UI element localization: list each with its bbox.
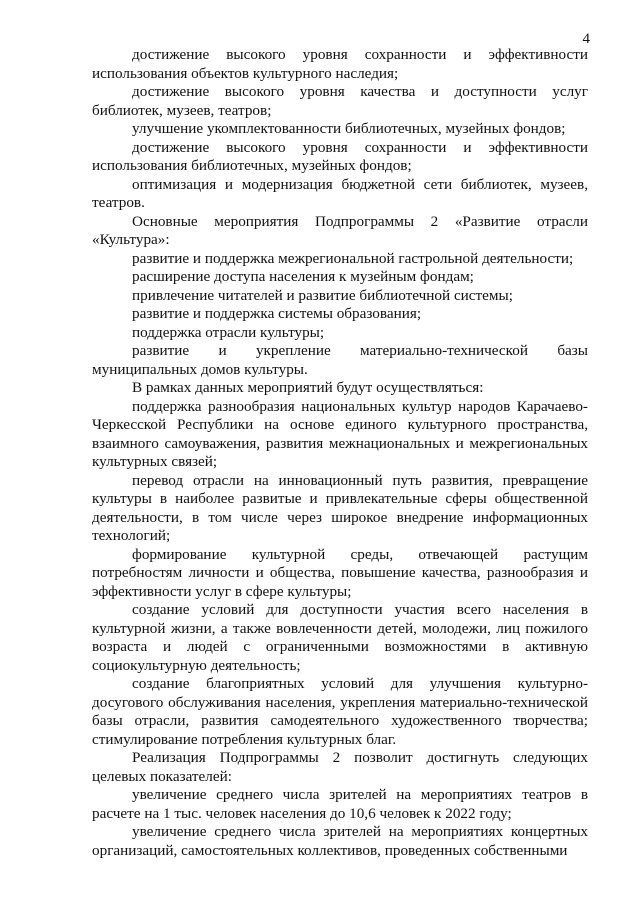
paragraph: развитие и поддержка системы образования; (132, 305, 422, 322)
paragraph: перевод отрасли на инновационный путь развития, превращение культуры в наиболее развитые и привлекательные сферы общественной деятельности, в том числе через широкое внедрение информационных технологий; (92, 471, 588, 544)
page-number: 4 (582, 31, 590, 47)
paragraph: расширение доступа населения к музейным фондам; (132, 268, 474, 285)
paragraph: создание благоприятных условий для улучшения культурно-досугового обслуживания населения, укрепления материально-технической базы отрасли, развития самодеятельного художественного творчества; стимулирование потребления культурных благ. (92, 675, 588, 748)
paragraph: Основные мероприятия Подпрограммы 2 «Развитие отрасли «Культура»: (92, 212, 588, 248)
paragraph: оптимизация и модернизация бюджетной сети библиотек, музеев, театров. (92, 175, 588, 211)
paragraph: достижение высокого уровня сохранности и эффективности использования объектов культурного наследия; (92, 46, 588, 82)
paragraph: достижение высокого уровня качества и доступности услуг библиотек, музеев, театров; (92, 83, 588, 119)
paragraph: создание условий для доступности участия всего населения в культурной жизни, а также вовлеченности детей, молодежи, лиц пожилого возраста и людей с ограниченными возможностями в активную социокультурную деятельность; (92, 601, 588, 674)
paragraph: В рамках данных мероприятий будут осуществляться: (132, 379, 484, 396)
paragraph: Реализация Подпрограммы 2 позволит достигнуть следующих целевых показателей: (92, 749, 588, 785)
paragraph: развитие и укрепление материально-технической базы муниципальных домов культуры. (92, 342, 588, 378)
paragraph: улучшение укомплектованности библиотечных, музейных фондов; (132, 120, 566, 137)
paragraph: увеличение среднего числа зрителей на мероприятиях театров в расчете на 1 тыс. человек населения до 10,6 человек к 2022 году; (92, 786, 588, 822)
paragraph: развитие и поддержка межрегиональной гастрольной деятельности; (132, 249, 574, 267)
paragraph: поддержка отрасли культуры; (132, 323, 325, 341)
paragraph: увеличение среднего числа зрителей на мероприятиях концертных организаций, самостоятельных коллективов, проведенных собственными (92, 823, 588, 859)
paragraph: поддержка разнообразия национальных культур народов Карачаево-Черкесской Республики на основе единого культурного пространства, взаимного самоуважения, развития межнациональных и межрегиональных культурных связей; (92, 397, 588, 470)
paragraph: формирование культурной среды, отвечающей растущим потребностям личности и общества, повышение качества, разнообразия и эффективности услуг в сфере культуры; (92, 545, 588, 600)
paragraph: достижение высокого уровня сохранности и эффективности использования библиотечных, музейных фондов; (92, 138, 588, 174)
paragraph: привлечение читателей и развитие библиотечной системы; (132, 286, 513, 304)
document-body (92, 46, 588, 860)
